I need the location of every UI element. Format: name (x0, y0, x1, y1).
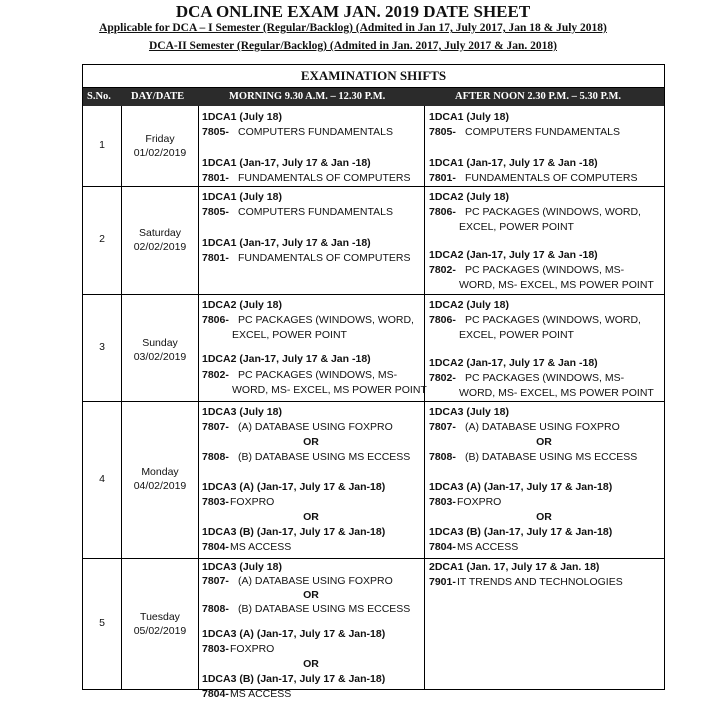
morning-shift-cell (202, 186, 420, 294)
batch-label (429, 157, 598, 170)
subject-code: 7806- (429, 206, 456, 218)
subject-line (202, 314, 414, 327)
or-text: OR (303, 589, 319, 601)
subject-name: COMPUTERS FUNDAMENTALS (238, 206, 393, 218)
row-day: Friday (145, 133, 175, 145)
row-date: 04/02/2019 (133, 480, 187, 492)
batch-label (202, 628, 385, 641)
row-date: 05/02/2019 (133, 625, 187, 637)
col-header-sno: S.No. (87, 91, 111, 102)
batch-text: 1DCA2 (July 18) (429, 299, 509, 311)
batch-text: 1DCA2 (July 18) (202, 299, 282, 311)
batch-text: 1DCA1 (July 18) (429, 111, 509, 123)
morning-shift-cell (202, 558, 420, 700)
subject-name: FOXPRO (230, 643, 275, 655)
subject-line (202, 206, 393, 219)
or-text: OR (303, 436, 319, 448)
subject-name: (A) DATABASE USING FOXPRO (238, 421, 393, 433)
col-header-afternoon: AFTER NOON 2.30 P.M. – 5.30 P.M. (455, 91, 622, 102)
subject-line (202, 421, 393, 434)
subject-name: PC PACKAGES (WINDOWS, WORD, (465, 314, 641, 326)
or-separator (429, 511, 659, 524)
subject-line (429, 421, 620, 434)
subject-line (459, 329, 574, 342)
col-header-day: DAY/DATE (131, 91, 185, 102)
row-sno: 5 (99, 616, 105, 629)
batch-label (202, 673, 385, 686)
or-separator (202, 436, 420, 449)
row-date: 02/02/2019 (133, 241, 187, 253)
batch-label (429, 299, 509, 312)
batch-label (202, 111, 282, 124)
afternoon-shift-cell (429, 401, 659, 558)
batch-label (429, 526, 612, 539)
batch-label (202, 481, 385, 494)
subject-name: PC PACKAGES (WINDOWS, WORD, (465, 206, 641, 218)
or-separator (429, 436, 659, 449)
batch-label (202, 191, 282, 204)
subject-line (459, 279, 654, 292)
subject-name: MS ACCESS (457, 541, 519, 553)
batch-text: 1DCA3 (B) (Jan-17, July 17 & Jan-18) (429, 526, 613, 538)
subject-line (459, 387, 654, 400)
applicable-line-1: Applicable for DCA – I Semester (Regular/Backlog) (Admited in Jan 17, July 2017, Jan 18 & July 2018) (99, 22, 607, 34)
batch-label (202, 353, 371, 366)
batch-text: 1DCA3 (B) (Jan-17, July 17 & Jan-18) (202, 526, 386, 538)
subject-line (429, 172, 637, 185)
or-text: OR (536, 511, 552, 523)
or-text: OR (303, 658, 319, 670)
batch-text: 1DCA3 (July 18) (202, 406, 282, 418)
batch-label (202, 299, 282, 312)
afternoon-shift-cell (429, 558, 659, 689)
batch-label (202, 526, 385, 539)
col-header-morning: MORNING 9.30 A.M. – 12.30 P.M. (229, 91, 386, 102)
row-sno: 3 (99, 340, 105, 353)
batch-label (429, 481, 612, 494)
subject-code: 7808- (429, 451, 456, 463)
row-day-date (122, 226, 198, 254)
morning-shift-cell (202, 401, 420, 558)
batch-label (429, 111, 509, 124)
subject-name: (B) DATABASE USING MS ECCESS (465, 451, 638, 463)
batch-label (429, 357, 598, 370)
batch-text: 1DCA1 (Jan-17, July 17 & Jan -18) (429, 157, 598, 169)
row-sno: 2 (99, 233, 105, 245)
subject-line (202, 575, 393, 588)
subject-code: 7806- (429, 314, 456, 326)
column-divider (424, 106, 425, 689)
column-divider (198, 106, 199, 689)
subject-name: COMPUTERS FUNDAMENTALS (465, 126, 620, 138)
subject-code: 7808- (202, 603, 229, 615)
subject-line (202, 172, 410, 185)
subject-code: 7804- (429, 541, 456, 553)
subject-name: FOXPRO (230, 496, 275, 508)
or-separator (202, 589, 420, 602)
afternoon-shift-cell (429, 106, 659, 186)
subject-name: PC PACKAGES (WINDOWS, MS- (465, 372, 625, 384)
subject-continuation: EXCEL, POWER POINT (459, 329, 574, 341)
subject-line (202, 369, 397, 382)
subject-name: COMPUTERS FUNDAMENTALS (238, 126, 393, 138)
subject-line (202, 451, 410, 464)
exam-schedule-table (82, 64, 665, 700)
batch-text: 1DCA3 (July 18) (429, 406, 509, 418)
subject-code: 7803- (202, 643, 229, 655)
row-date: 03/02/2019 (133, 351, 187, 363)
batch-label (202, 561, 282, 574)
subject-code: 7805- (202, 126, 229, 138)
subject-line (459, 221, 574, 234)
subject-line (232, 329, 347, 342)
column-header-row (83, 88, 664, 106)
batch-label (202, 237, 371, 250)
batch-label (202, 157, 371, 170)
row-day: Tuesday (140, 611, 180, 623)
or-separator (202, 511, 420, 524)
batch-text: 1DCA3 (B) (Jan-17, July 17 & Jan-18) (202, 673, 386, 685)
batch-text: 1DCA1 (July 18) (202, 191, 282, 203)
batch-text: 1DCA3 (A) (Jan-17, July 17 & Jan-18) (202, 481, 386, 493)
morning-shift-cell (202, 294, 427, 401)
row-date: 01/02/2019 (133, 147, 187, 159)
subject-line (429, 451, 637, 464)
batch-text: 1DCA1 (Jan-17, July 17 & Jan -18) (202, 157, 371, 169)
subject-name: IT TRENDS AND TECHNOLOGIES (457, 576, 623, 588)
afternoon-shift-cell (429, 294, 659, 401)
examination-shifts-heading: EXAMINATION SHIFTS (83, 65, 664, 88)
subject-continuation: EXCEL, POWER POINT (232, 329, 347, 341)
subject-line (202, 496, 274, 509)
batch-label (202, 406, 282, 419)
subject-line (202, 126, 393, 139)
subject-code: 7806- (202, 314, 229, 326)
subject-line (232, 384, 427, 397)
or-text: OR (303, 511, 319, 523)
row-day-date (122, 465, 198, 493)
row-sno: 1 (99, 139, 105, 151)
column-divider (121, 106, 122, 689)
batch-text: 1DCA2 (Jan-17, July 17 & Jan -18) (429, 357, 598, 369)
subject-code: 7801- (202, 172, 229, 184)
batch-text: 1DCA3 (July 18) (202, 561, 282, 573)
row-day: Saturday (138, 227, 182, 239)
subject-code: 7901- (429, 576, 456, 588)
subject-name: (B) DATABASE USING MS ECCESS (238, 451, 411, 463)
subject-code: 7805- (202, 206, 229, 218)
row-sno: 4 (99, 472, 105, 485)
subject-name: FUNDAMENTALS OF COMPUTERS (238, 172, 411, 184)
subject-code: 7807- (202, 421, 229, 433)
row-day-date (122, 610, 198, 638)
subject-line (429, 496, 501, 509)
row-day: Sunday (142, 337, 178, 349)
subject-line (429, 314, 641, 327)
subject-code: 7804- (202, 541, 229, 553)
subject-continuation: WORD, MS- EXCEL, MS POWER POINT (232, 384, 427, 396)
subject-continuation: WORD, MS- EXCEL, MS POWER POINT (459, 279, 654, 291)
row-day-date (122, 336, 198, 364)
subject-continuation: WORD, MS- EXCEL, MS POWER POINT (459, 387, 654, 399)
or-text: OR (536, 436, 552, 448)
subject-code: 7801- (202, 252, 229, 264)
batch-label (429, 561, 599, 574)
batch-text: 2DCA1 (Jan. 17, July 17 & Jan. 18) (429, 561, 600, 573)
batch-text: 1DCA2 (Jan-17, July 17 & Jan -18) (202, 353, 371, 365)
subject-line (429, 206, 641, 219)
subject-name: MS ACCESS (230, 541, 292, 553)
sheet-title: DCA ONLINE EXAM JAN. 2019 DATE SHEET (175, 2, 531, 21)
subject-line (429, 126, 620, 139)
batch-label (429, 406, 509, 419)
subject-code: 7807- (429, 421, 456, 433)
batch-label (429, 249, 598, 262)
subject-line (202, 541, 291, 554)
subject-name: PC PACKAGES (WINDOWS, MS- (238, 369, 398, 381)
subject-code: 7803- (429, 496, 456, 508)
batch-text: 1DCA1 (Jan-17, July 17 & Jan -18) (202, 237, 371, 249)
subject-line (429, 372, 624, 385)
subject-continuation: EXCEL, POWER POINT (459, 221, 574, 233)
batch-text: 1DCA2 (Jan-17, July 17 & Jan -18) (429, 249, 598, 261)
subject-code: 7802- (429, 264, 456, 276)
or-separator (202, 658, 420, 671)
subject-code: 7802- (429, 372, 456, 384)
subject-name: (A) DATABASE USING FOXPRO (238, 575, 393, 587)
subject-code: 7804- (202, 688, 229, 700)
afternoon-shift-cell (429, 186, 659, 294)
subject-line (202, 252, 410, 265)
subject-code: 7803- (202, 496, 229, 508)
subject-line (429, 541, 518, 554)
subject-name: PC PACKAGES (WINDOWS, WORD, (238, 314, 414, 326)
subject-name: FOXPRO (457, 496, 502, 508)
row-day-date (122, 132, 198, 160)
subject-name: FUNDAMENTALS OF COMPUTERS (238, 252, 411, 264)
subject-code: 7805- (429, 126, 456, 138)
subject-code: 7801- (429, 172, 456, 184)
subject-name: (B) DATABASE USING MS ECCESS (238, 603, 411, 615)
subject-name: MS ACCESS (230, 688, 292, 700)
batch-text: 1DCA3 (A) (Jan-17, July 17 & Jan-18) (429, 481, 613, 493)
subject-line (429, 576, 623, 589)
subject-line (202, 603, 410, 616)
subject-code: 7807- (202, 575, 229, 587)
row-day: Monday (141, 466, 179, 478)
subject-line (202, 688, 291, 701)
subject-name: (A) DATABASE USING FOXPRO (465, 421, 620, 433)
batch-text: 1DCA2 (July 18) (429, 191, 509, 203)
subject-name: PC PACKAGES (WINDOWS, MS- (465, 264, 625, 276)
subject-code: 7802- (202, 369, 229, 381)
subject-code: 7808- (202, 451, 229, 463)
morning-shift-cell (202, 106, 420, 186)
batch-text: 1DCA3 (A) (Jan-17, July 17 & Jan-18) (202, 628, 386, 640)
subject-name: FUNDAMENTALS OF COMPUTERS (465, 172, 638, 184)
applicable-line-2: DCA-II Semester (Regular/Backlog) (Admited in Jan. 2017, July 2017 & Jan. 2018) (148, 40, 558, 52)
batch-label (429, 191, 509, 204)
batch-text: 1DCA1 (July 18) (202, 111, 282, 123)
subject-line (202, 643, 274, 656)
subject-line (429, 264, 624, 277)
